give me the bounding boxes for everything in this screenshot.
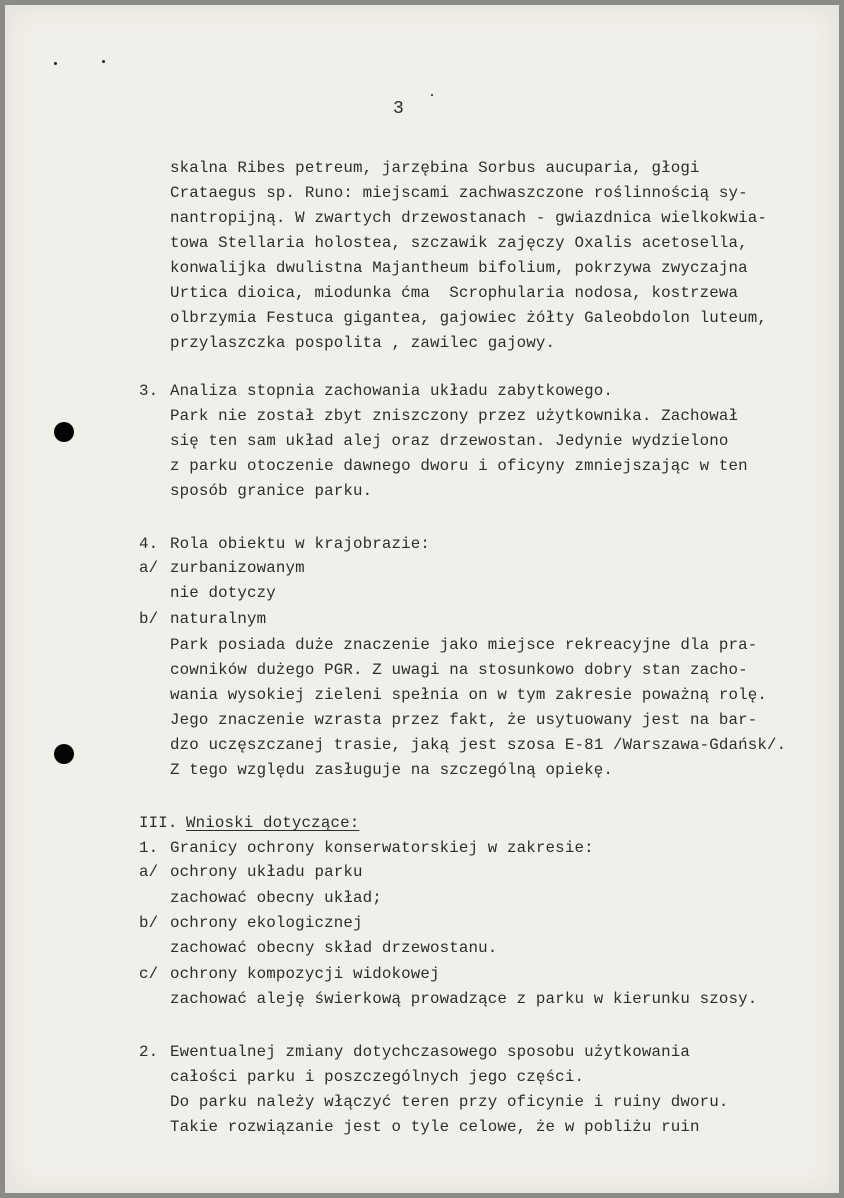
paper-speck (431, 94, 433, 96)
body-line: Crataegus sp. Runo: miejscami zachwaszczone roślinnością sy- (170, 184, 748, 202)
body-line: skalna Ribes petreum, jarzębina Sorbus aucuparia, głogi (170, 159, 700, 177)
body-line: Z tego względu zasługuje na szczególną opiekę. (170, 761, 613, 779)
body-line: Jego znaczenie wzrasta przez fakt, że usytuowany jest na bar- (170, 711, 758, 729)
section-heading: Wnioski dotyczące: (186, 814, 360, 832)
body-line: Park posiada duże znaczenie jako miejsce rekreacyjne dla pra- (170, 636, 758, 654)
item-marker: b/ (139, 914, 159, 932)
item-marker: a/ (139, 559, 159, 577)
paper-speck (54, 62, 57, 65)
item-label: ochrony ekologicznej (170, 914, 363, 932)
body-line: zachować obecny skład drzewostanu. (170, 939, 498, 957)
body-line: zachować obecny układ; (170, 889, 382, 907)
item-label: zurbanizowanym (170, 559, 305, 577)
body-line: się ten sam układ alej oraz drzewostan. Jedynie wydzielono (170, 432, 729, 450)
section-heading: Rola obiektu w krajobrazie: (170, 535, 431, 553)
body-line: Park nie został zbyt zniszczony przez użytkownika. Zachował (170, 407, 739, 425)
item-label: ochrony kompozycji widokowej (170, 965, 440, 983)
body-line: sposób granice parku. (170, 482, 373, 500)
item-label: ochrony układu parku (170, 863, 363, 881)
body-line: olbrzymia Festuca gigantea, gajowiec żółty Galeobdolon luteum, (170, 309, 768, 327)
item-marker: b/ (139, 610, 159, 628)
section-marker: 4. (139, 535, 159, 553)
body-line: nantropijną. W zwartych drzewostanach - gwiazdnica wielkokwia- (170, 209, 768, 227)
body-line: Urtica dioica, miodunka ćma Scrophularia nodosa, kostrzewa (170, 284, 739, 302)
body-line: przylaszczka pospolita , zawilec gajowy. (170, 334, 556, 352)
body-line: całości parku i poszczególnych jego części. (170, 1068, 585, 1086)
punch-hole-upper (54, 422, 74, 442)
section-marker: III. (139, 814, 178, 832)
body-line: cowników dużego PGR. Z uwagi na stosunkowo dobry stan zacho- (170, 661, 748, 679)
body-line: zachować aleję świerkową prowadzące z parku w kierunku szosy. (170, 990, 758, 1008)
body-line: konwalijka dwulistna Majantheum bifolium, pokrzywa zwyczajna (170, 259, 748, 277)
body-line: z parku otoczenie dawnego dworu i oficyny zmniejszając w ten (170, 457, 748, 475)
page-number: 3 (393, 99, 404, 119)
point-marker: 2. (139, 1043, 159, 1061)
item-marker: a/ (139, 863, 159, 881)
body-line: nie dotyczy (170, 584, 276, 602)
body-line: Takie rozwiązanie jest o tyle celowe, że w pobliżu ruin (170, 1118, 700, 1136)
item-marker: c/ (139, 965, 159, 983)
body-line: towa Stellaria holostea, szczawik zajęczy Oxalis acetosella, (170, 234, 748, 252)
paper-speck (102, 60, 105, 63)
section-heading: Analiza stopnia zachowania układu zabytkowego. (170, 382, 613, 400)
punch-hole-lower (54, 744, 74, 764)
item-label: naturalnym (170, 610, 267, 628)
point-marker: 1. (139, 839, 159, 857)
point-text: Ewentualnej zmiany dotychczasowego sposobu użytkowania (170, 1043, 691, 1061)
body-line: Do parku należy włączyć teren przy oficynie i ruiny dworu. (170, 1093, 729, 1111)
body-line: wania wysokiej zieleni spełnia on w tym zakresie poważną rolę. (170, 686, 768, 704)
point-text: Granicy ochrony konserwatorskiej w zakresie: (170, 839, 594, 857)
section-marker: 3. (139, 382, 159, 400)
body-line: dzo uczęszczanej trasie, jaką jest szosa E-81 /Warszawa-Gdańsk/. (170, 736, 787, 754)
